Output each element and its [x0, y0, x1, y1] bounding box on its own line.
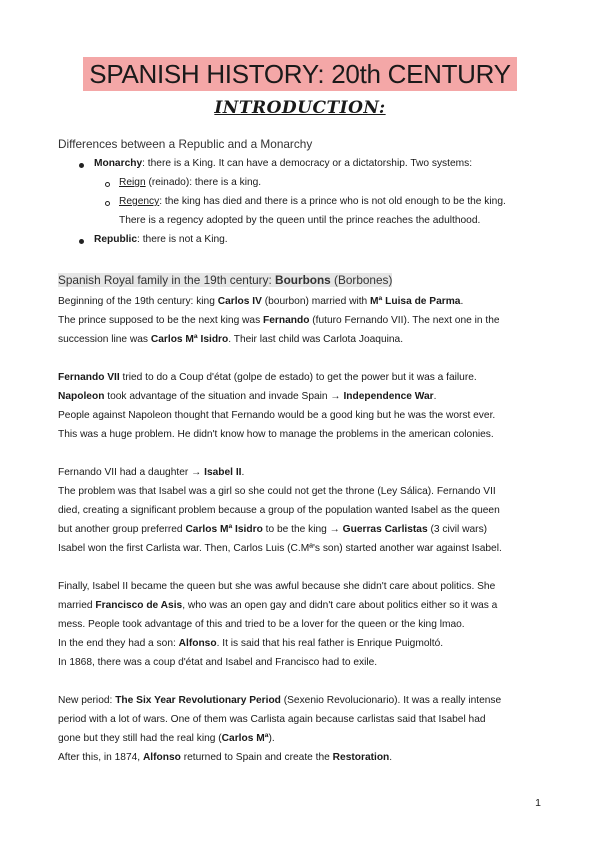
alfonso: Alfonso — [142, 752, 181, 763]
regency-text-line2: There is a regency adopted by the queen until the prince reaches the adulthood. — [119, 215, 481, 226]
title-wrap — [0, 57, 600, 91]
text-run: New period: — [58, 695, 116, 706]
sub-bullet-regency — [119, 192, 506, 211]
paragraph-line: Finally, Isabel II became the queen but she was awful because she didn't care about politics. She — [58, 581, 496, 592]
independence-war: Independence War — [343, 391, 434, 402]
paragraph-line — [58, 311, 541, 330]
text-run: . It is said that his real father is Enrique Puigmoltó. — [216, 638, 444, 649]
paragraph-line: period with a lot of wars. One of them was Carlista again because carlistas said that Isabel had — [58, 714, 486, 725]
text-run: (3 civil wars) — [427, 524, 488, 535]
section-heading-highlight — [58, 273, 392, 287]
text-run: tried to do a Coup d'état (golpe de estado) to get the power but it was a failure. — [119, 372, 477, 383]
fernando-vii: Fernando VII — [58, 372, 120, 383]
page-title: SPANISH HISTORY: 20th CENTURY — [83, 57, 516, 91]
sub-bullet-reign — [119, 173, 261, 192]
paragraph-line — [58, 729, 541, 748]
paragraph-line: This was a huge problem. He didn't know how to manage the problems in the american colonies. — [58, 429, 494, 440]
carlos-maria-isidro: Carlos Mª Isidro — [150, 334, 229, 345]
paragraph-line: People against Napoleon thought that Fernando would be a good king but he was the worst ever. — [58, 410, 496, 421]
text-run: married — [58, 600, 96, 611]
reign-label: Reign — [119, 177, 146, 188]
paragraph-line — [58, 292, 541, 311]
republic-text: : there is not a King. — [137, 234, 228, 245]
alfonso: Alfonso — [178, 638, 217, 649]
text-run: . Their last child was Carlota Joaquina. — [228, 334, 404, 345]
text-run: , who was an open gay and didn't care about politics either so it was a — [182, 600, 498, 611]
blank-line — [58, 444, 541, 463]
heading-pre: Spanish Royal family in the 19th century: — [58, 273, 276, 287]
text-run: After this, in 1874, — [58, 752, 143, 763]
carlos-maria: Carlos Mª — [221, 733, 269, 744]
monarchy-text: : there is a King. It can have a democracy or a dictatorship. Two systems: — [142, 158, 473, 169]
blank-line — [58, 558, 541, 577]
carlos-iv: Carlos IV — [217, 296, 262, 307]
carlos-maria-isidro: Carlos Mª Isidro — [185, 524, 263, 535]
heading-post: (Borbones) — [330, 273, 393, 287]
paragraph-line — [58, 691, 541, 710]
text-run: but another group preferred — [58, 524, 186, 535]
paragraph-line: In 1868, there was a coup d'état and Isabel and Francisco had to exile. — [58, 657, 378, 668]
restoration: Restoration — [332, 752, 390, 763]
blank-line — [58, 672, 541, 691]
text-run: to be the king → — [262, 524, 343, 535]
section-heading-republic-monarchy — [58, 137, 312, 151]
paragraph-line: The problem was that Isabel was a girl so she could not get the throne (Ley Sálica). Fernando VII — [58, 486, 496, 497]
regency-label: Regency — [119, 196, 160, 207]
page-subtitle: INTRODUCTION: — [214, 98, 386, 118]
paragraph-line — [58, 596, 541, 615]
isabel-ii: Isabel II — [204, 467, 242, 478]
bullet-monarchy — [94, 154, 472, 173]
bullet-dot — [79, 239, 84, 244]
text-run: (futuro Fernando VII). The next one in the — [309, 315, 500, 326]
sub-bullet-circle — [105, 182, 110, 187]
napoleon: Napoleon — [58, 391, 105, 402]
paragraph-line — [58, 634, 541, 653]
text-run: . — [433, 391, 437, 402]
francisco-de-asis: Francisco de Asis — [95, 600, 183, 611]
text-run: . — [241, 467, 245, 478]
section-heading-text: Differences between a Republic and a Monarchy — [58, 137, 313, 151]
maria-luisa: Mª Luisa de Parma — [370, 296, 461, 307]
paragraph-line — [58, 330, 541, 349]
heading-bourbons: Bourbons — [275, 273, 331, 287]
fernando: Fernando — [263, 315, 310, 326]
bullet-republic — [94, 230, 228, 249]
blank-line — [58, 349, 541, 368]
paragraph-line — [58, 463, 541, 482]
text-run: The prince supposed to be the next king was — [58, 315, 264, 326]
text-run: Fernando VII had a daughter → — [58, 467, 205, 478]
paragraph-line: mess. People took advantage of this and tried to be a lover for the queen or the king lmao. — [58, 619, 465, 630]
paragraph-line — [58, 387, 541, 406]
text-run: succession line was — [58, 334, 151, 345]
page-number: 1 — [535, 797, 541, 809]
paragraph-line: died, creating a significant problem because a group of the population wanted Isabel as the queen — [58, 505, 500, 516]
text-run: . — [460, 296, 464, 307]
text-run: (bourbon) married with — [261, 296, 371, 307]
republic-label: Republic — [94, 234, 138, 245]
sub-bullet-circle — [105, 201, 110, 206]
regency-text-1: : the king has died and there is a prince who is not old enough to be the king. — [159, 196, 506, 207]
text-run: In the end they had a son: — [58, 638, 179, 649]
paragraph-line: Isabel won the first Carlista war. Then, Carlos Luis (C.Mª's son) started another war against Isabel. — [58, 543, 502, 554]
text-run: gone but they still had the real king ( — [58, 733, 222, 744]
text-run: (Sexenio Revolucionario). It was a really intense — [280, 695, 502, 706]
guerras-carlistas: Guerras Carlistas — [342, 524, 428, 535]
text-run: returned to Spain and create the — [180, 752, 333, 763]
paragraph-line — [58, 748, 541, 767]
bullet-dot — [79, 163, 84, 168]
paragraph-line — [58, 368, 541, 387]
monarchy-label: Monarchy — [94, 158, 143, 169]
text-run: took advantage of the situation and invade Spain → — [104, 391, 344, 402]
text-run: ). — [268, 733, 275, 744]
text-run: . — [389, 752, 393, 763]
reign-text: (reinado): there is a king. — [145, 177, 262, 188]
section-heading-royal-family — [58, 273, 392, 287]
six-year-revolutionary-period: The Six Year Revolutionary Period — [115, 695, 281, 706]
paragraph-line — [58, 520, 541, 539]
text-run: Beginning of the 19th century: king — [58, 296, 218, 307]
body-text — [58, 292, 541, 767]
